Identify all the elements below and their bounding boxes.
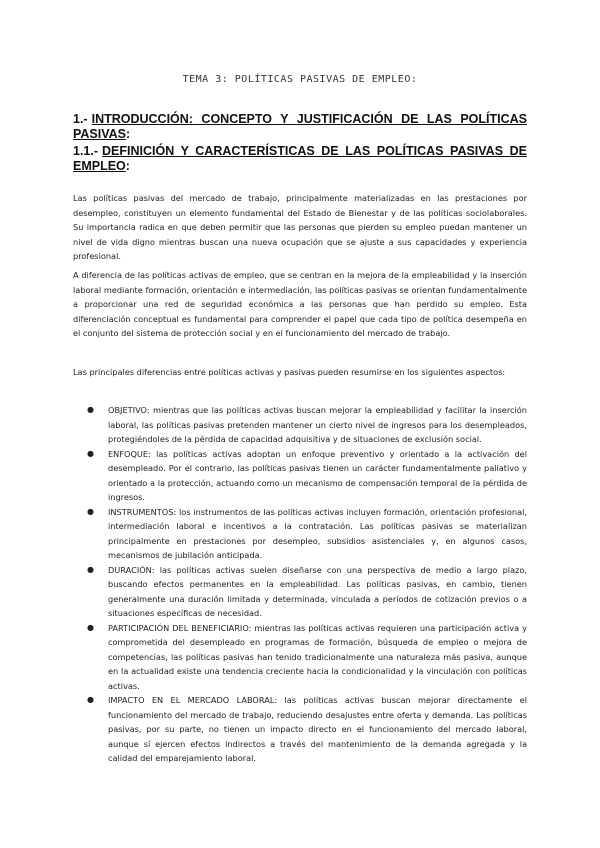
subsection-title: DEFINICIÓN Y CARACTERÍSTICAS DE LAS POLÍTICAS PASIVAS DE EMPLEO: [73, 144, 527, 173]
section-suffix: :: [126, 127, 131, 141]
paragraph-intro: Las políticas pasivas del mercado de trabajo, principalmente materializadas en las prestaciones por desempleo, constituyen un elemento fundamental del Estado de Bienestar y de las políticas sociolaborales. Su importancia radica en que deben permitir que las personas que pierden su empleo puedan mantener un nivel de vida digno mientras buscan una nueva ocupación que se ajuste a sus capacidades y experiencia profesional.: [73, 193, 527, 261]
differences-list: [73, 403, 527, 766]
bullet-icon: ●: [87, 448, 94, 458]
list-item-instrumentos: [73, 505, 527, 563]
list-item-text: DURACIÓN: las políticas activas suelen diseñarse con una perspectiva de medio a largo plazo, buscando efectos permanentes en la empleabilidad. Las políticas pasivas, en cambio, tienen generalmente una duración limitada y determinada, vinculada a períodos de cotización previos o a situaciones específicas de necesidad.: [108, 564, 527, 618]
list-item-text: OBJETIVO: mientras que las políticas activas buscan mejorar la empleabilidad y facilitar la inserción laboral, las políticas pasivas pretenden mantener un cierto nivel de ingresos para los desempleados, protegiéndoles de la pérdida de capacidad adquisitiva y de situaciones de exclusión social.: [108, 405, 527, 444]
list-item-text: IMPACTO EN EL MERCADO LABORAL: las políticas activas buscan mejorar directamente el funcionamiento del mercado de trabajo, reduciendo desajustes entre oferta y demanda. Las políticas pasivas, por su parte, no tienen un impacto directo en el funcionamiento del mercado laboral, aunque sí ejercen efectos indirectos a través del mantenimiento de la demanda agregada y la calidad del emparejamiento laboral.: [108, 695, 527, 763]
list-item-duracion: [73, 563, 527, 621]
list-item-text: INSTRUMENTOS: los instrumentos de las políticas activas incluyen formación, orientación profesional, intermediación laboral e incentivos a la contratación. Las políticas pasivas se materializan principalmente en prestaciones por desempleo, subsidios asistenciales y, en algunos casos, mecanismos de jubilación anticipada.: [108, 506, 527, 560]
paragraph-list-lead: Las principales diferencias entre políticas activas y pasivas pueden resumirse en los siguientes aspectos:: [73, 367, 506, 377]
bullet-icon: ●: [87, 622, 94, 632]
section-heading-1-1: [73, 144, 527, 174]
subsection-number: 1.1.-: [73, 144, 99, 158]
bullet-icon: ●: [87, 695, 94, 704]
section-title: INTRODUCCIÓN: CONCEPTO Y JUSTIFICACIÓN DE LAS POLÍTICAS PASIVAS: [73, 112, 527, 141]
list-item-participacion: [73, 621, 527, 694]
paragraph-difference: A diferencia de las políticas activas de empleo, que se centran en la mejora de la empleabilidad y la inserción laboral mediante formación, orientación e intermediación, las políticas pasivas se orientan fundamentalmente a proporcionar una red de seguridad económica a las personas que han perdido su empleo. Esta diferenciación conceptual es fundamental para comprender el papel que cada tipo de política desempeña en el conjunto del sistema de protección social y en el funcionamiento del mercado de trabajo.: [73, 270, 527, 338]
list-item-enfoque: [73, 447, 527, 505]
list-item-text: ENFOQUE: las políticas activas adoptan un enfoque preventivo y orientado a la activación del desempleado. Por el contrario, las políticas pasivas tienen un carácter fundamentalmente paliativo y orientado a la protección, actuando como un mecanismo de compensación temporal de la pérdida de ingresos.: [108, 448, 527, 502]
list-item-objetivo: [73, 403, 527, 447]
list-item-impacto: [73, 693, 527, 766]
section-heading-1: [73, 112, 527, 142]
bullet-icon: ●: [87, 506, 94, 516]
section-number: 1.-: [73, 112, 88, 126]
bullet-icon: ●: [87, 405, 94, 414]
document-title: TEMA 3: POLÍTICAS PASIVAS DE EMPLEO:: [182, 74, 418, 85]
list-item-text: PARTICIPACIÓN DEL BENEFICIARIO: mientras las políticas activas requieren una participación activa y comprometida del desempleado en programas de formación, búsqueda de empleo o mejora de competencias, las políticas pasivas han tenido tradicionalmente una naturaleza más pasiva, aunque en la actualidad existe una tendencia creciente hacia la condicionalidad y la vinculación con políticas activas.: [108, 622, 527, 691]
bullet-icon: ●: [87, 564, 94, 574]
subsection-suffix: :: [125, 159, 130, 173]
